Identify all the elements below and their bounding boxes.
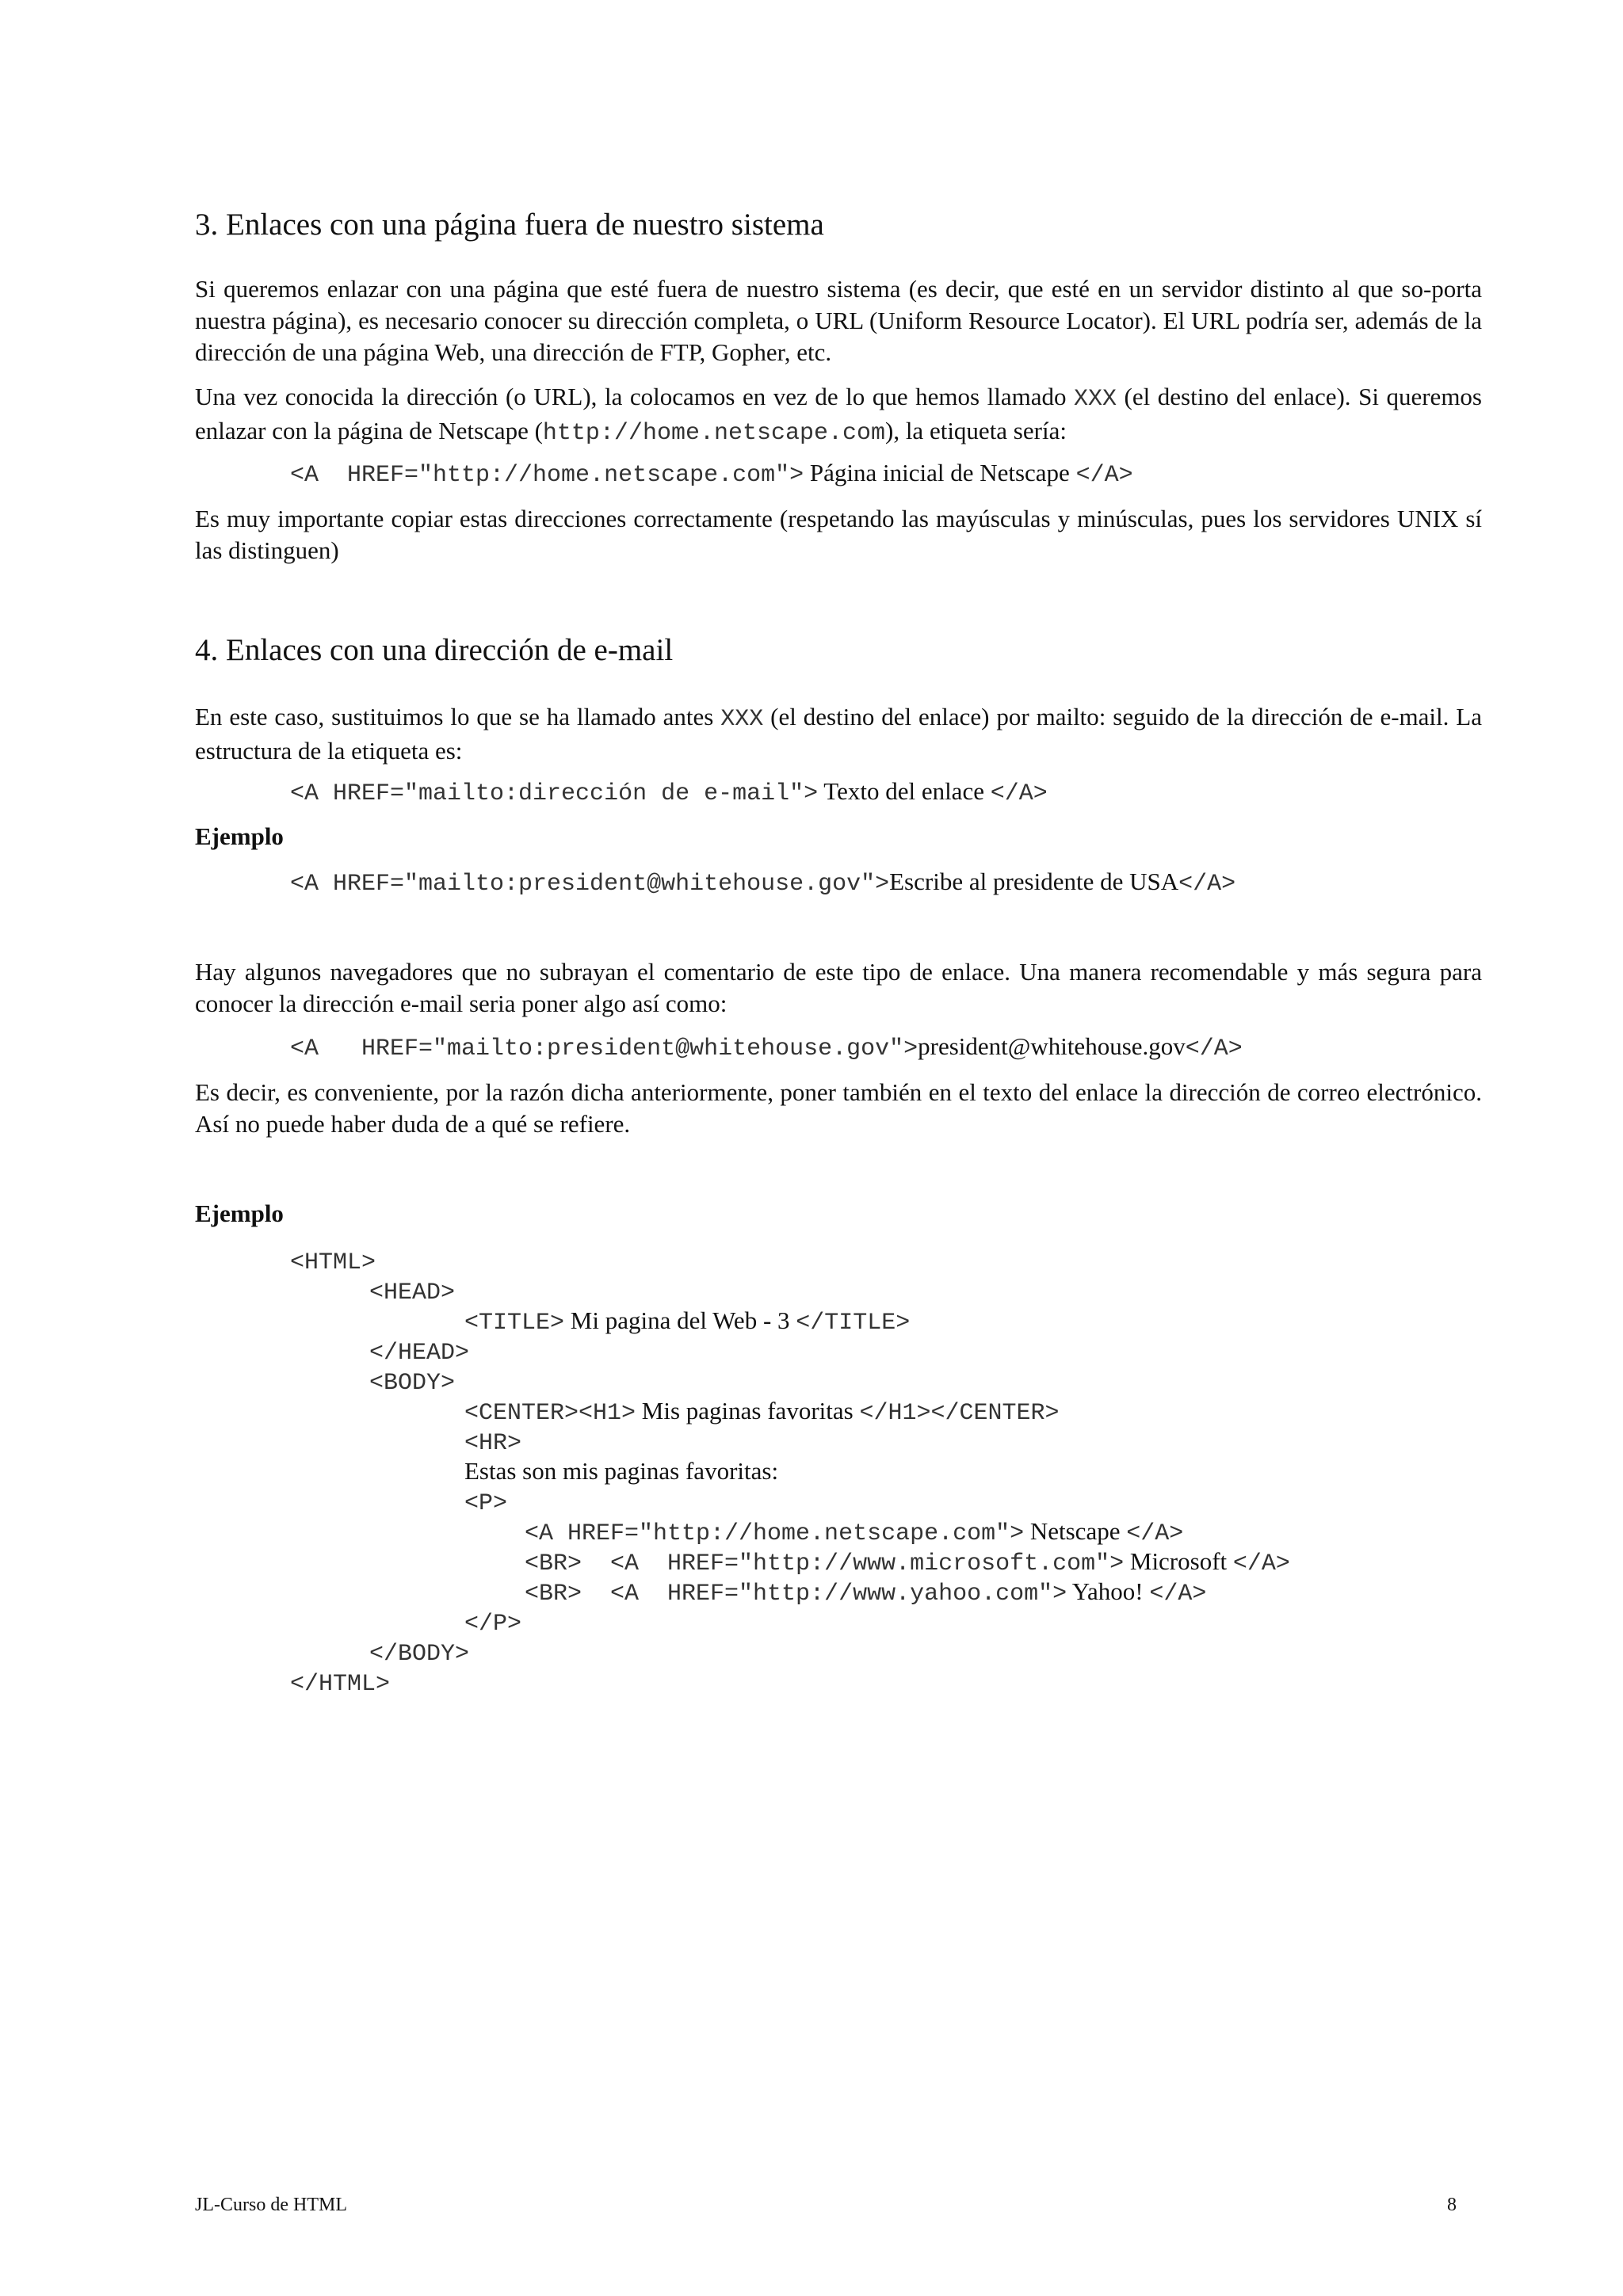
section-3-p2-code-url: http://home.netscape.com	[542, 420, 885, 447]
code-open-tag: <A HREF="mailto:president@whitehouse.gov">	[290, 871, 890, 898]
section-4-paragraph-2: Hay algunos navegadores que no subrayan el comentario de este tipo de enlace. Una manera recomendable y más segura para conocer la dirección e-mail seria poner algo así como:	[195, 958, 1482, 1017]
code-line: <HTML>	[290, 1249, 376, 1276]
section-4-code-email	[290, 1032, 1243, 1062]
code-line: <A HREF="http://home.netscape.com"> Netscape </A>	[525, 1517, 1184, 1547]
code-link-text: Escribe al presidente de USA	[889, 868, 1179, 895]
code-close-tag: </A>	[1178, 871, 1236, 898]
section-4-paragraph-3: Es decir, es conveniente, por la razón dicha anteriormente, poner también en el texto del enlace la dirección de correo electrónico. Así no puede haber duda de a qué se refiere.	[195, 1078, 1482, 1138]
code-line: <HEAD>	[369, 1280, 456, 1306]
code-line: </BODY>	[369, 1641, 470, 1668]
section-3-p2-code-xxx: XXX	[1074, 386, 1117, 413]
section-4-p1-text-b: (el destino del enlace) por mailto: seguido de la dirección de e-mail. La estructura de la etiqueta es:	[195, 703, 1482, 765]
code-line: <CENTER><H1> Mis paginas favoritas </H1></CENTER>	[464, 1397, 1060, 1427]
section-4-code-example	[290, 867, 1235, 897]
section-4-p1-code-xxx: XXX	[720, 706, 764, 733]
section-3-code-example	[290, 458, 1133, 488]
section-3-p2-text-b: (el destino del enlace). Si queremos enlazar con la página de Netscape (	[195, 383, 1482, 444]
code-link-text: Texto del enlace	[818, 777, 991, 805]
code-line: <TITLE> Mi pagina del Web - 3 </TITLE>	[464, 1306, 911, 1337]
code-open-tag: <A HREF="mailto:president@whitehouse.gov">	[290, 1035, 918, 1062]
code-line: <HR>	[464, 1430, 522, 1457]
code-open-tag: <A HREF="mailto:dirección de e-mail">	[290, 780, 819, 807]
code-open-tag: <A HREF="http://home.netscape.com">	[290, 462, 804, 489]
section-3-p2-text-c: ), la etiqueta sería:	[885, 417, 1067, 444]
section-4-example-label: Ejemplo	[195, 822, 284, 850]
code-close-tag: </A>	[1185, 1035, 1243, 1062]
code-line: <BR> <A HREF="http://www.microsoft.com"> Microsoft </A>	[525, 1547, 1290, 1577]
section-4-code-structure	[290, 776, 1048, 807]
code-line: </P>	[464, 1611, 522, 1638]
code-close-tag: </A>	[1075, 462, 1133, 489]
example-2-label: Ejemplo	[195, 1199, 284, 1227]
code-link-text: president@whitehouse.gov	[918, 1032, 1186, 1060]
section-3-paragraph-2	[195, 381, 1482, 449]
code-line: <BODY>	[369, 1370, 456, 1397]
example-2-code-block	[290, 1245, 1290, 1697]
section-3-paragraph-3: Es muy importante copiar estas direcciones correctamente (respetando las mayúsculas y minúsculas, pues los servidores UNIX sí las distinguen)	[195, 505, 1482, 564]
code-close-tag: </A>	[990, 780, 1048, 807]
code-line: </HTML>	[290, 1671, 391, 1698]
section-4-paragraph-1	[195, 701, 1482, 767]
section-3-heading: 3. Enlaces con una página fuera de nuestro sistema	[195, 208, 824, 242]
code-line: <BR> <A HREF="http://www.yahoo.com"> Yahoo! </A>	[525, 1577, 1207, 1608]
section-4-p1-text-a: En este caso, sustituimos lo que se ha llamado antes	[195, 703, 721, 730]
code-line: <P>	[464, 1490, 508, 1517]
section-3-p2-text-a: Una vez conocida la dirección (o URL), la colocamos en vez de lo que hemos llamado	[195, 383, 1074, 410]
code-link-text: Página inicial de Netscape	[804, 459, 1076, 486]
section-3-paragraph-1: Si queremos enlazar con una página que esté fuera de nuestro sistema (es decir, que esté en un servidor distinto al que so-porta nuestra página), es necesario conocer su dirección completa, o URL (Uniform Resource Locator). El URL podría ser, además de la dirección de una página Web, una dirección de FTP, Gopher, etc.	[195, 275, 1482, 366]
page-number: 8	[1447, 2195, 1457, 2215]
code-line: </HEAD>	[369, 1340, 470, 1367]
footer-title: JL-Curso de HTML	[195, 2195, 347, 2215]
code-line: Estas son mis paginas favoritas:	[464, 1457, 779, 1485]
section-4-heading: 4. Enlaces con una dirección de e-mail	[195, 633, 674, 667]
